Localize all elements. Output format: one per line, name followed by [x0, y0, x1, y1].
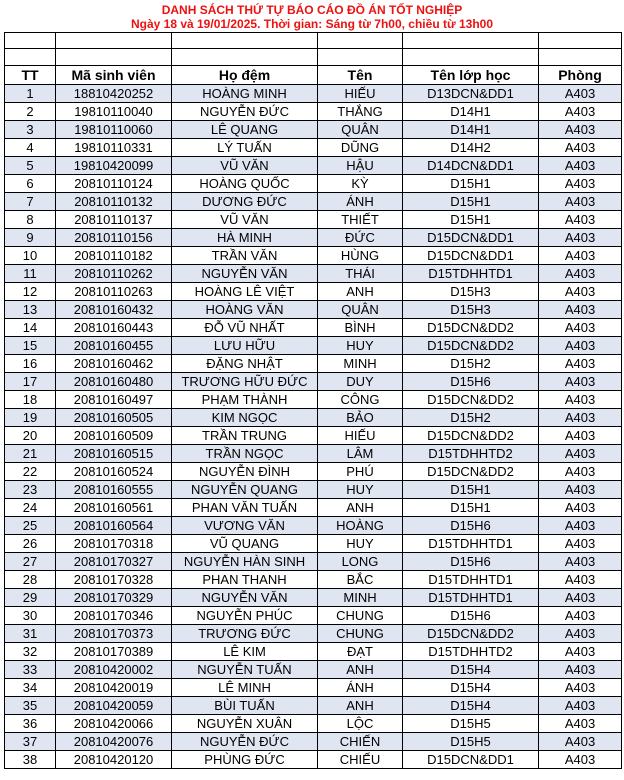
- cell-class: D15H2: [403, 355, 539, 373]
- cell-room: A403: [539, 733, 622, 751]
- cell-tt: 36: [5, 715, 56, 733]
- cell-student-id: 19810110060: [56, 121, 172, 139]
- table-row: [5, 679, 622, 697]
- cell-middle-name: NGUYỄN ĐỨC: [172, 103, 318, 121]
- table-row: [5, 355, 622, 373]
- cell-middle-name: LÝ TUẤN: [172, 139, 318, 157]
- cell-student-id: 20810110262: [56, 265, 172, 283]
- cell-tt: 29: [5, 589, 56, 607]
- cell-tt: 33: [5, 661, 56, 679]
- cell-student-id: 20810160505: [56, 409, 172, 427]
- cell-student-id: 20810110132: [56, 193, 172, 211]
- cell-room: A403: [539, 229, 622, 247]
- table-row: [5, 643, 622, 661]
- cell-tt: 17: [5, 373, 56, 391]
- table-body: [5, 85, 622, 769]
- cell-first-name: THẮNG: [318, 103, 403, 121]
- cell-first-name: ANH: [318, 499, 403, 517]
- cell-room: A403: [539, 355, 622, 373]
- cell-tt: 6: [5, 175, 56, 193]
- cell-room: A403: [539, 391, 622, 409]
- cell-middle-name: NGUYỄN PHÚC: [172, 607, 318, 625]
- cell-student-id: 20810170318: [56, 535, 172, 553]
- cell-tt: 3: [5, 121, 56, 139]
- cell-middle-name: PHÙNG ĐỨC: [172, 751, 318, 769]
- cell-middle-name: ĐẶNG NHẬT: [172, 355, 318, 373]
- cell-room: A403: [539, 409, 622, 427]
- cell-middle-name: NGUYỄN ĐÌNH: [172, 463, 318, 481]
- cell-student-id: 20810170328: [56, 571, 172, 589]
- cell-tt: 21: [5, 445, 56, 463]
- cell-tt: 4: [5, 139, 56, 157]
- column-header-room: Phòng: [539, 66, 622, 85]
- cell-middle-name: HOÀNG MINH: [172, 85, 318, 103]
- cell-room: A403: [539, 211, 622, 229]
- cell-student-id: 20810170327: [56, 553, 172, 571]
- cell-class: D14DCN&DD1: [403, 157, 539, 175]
- column-header-tt: TT: [5, 66, 56, 85]
- table-row: [5, 589, 622, 607]
- cell-room: A403: [539, 103, 622, 121]
- cell-room: A403: [539, 157, 622, 175]
- table-row: [5, 445, 622, 463]
- cell-middle-name: NGUYỄN ĐỨC: [172, 733, 318, 751]
- blank-row: [5, 49, 622, 66]
- cell-student-id: 20810420120: [56, 751, 172, 769]
- cell-class: D15H1: [403, 211, 539, 229]
- cell-tt: 14: [5, 319, 56, 337]
- table-row: [5, 535, 622, 553]
- schedule-subtitle: Ngày 18 và 19/01/2025. Thời gian: Sáng từ 7h00, chiều từ 13h00: [130, 17, 494, 31]
- cell-first-name: MINH: [318, 589, 403, 607]
- table-row: [5, 409, 622, 427]
- table-row: [5, 247, 622, 265]
- cell-room: A403: [539, 661, 622, 679]
- cell-room: A403: [539, 175, 622, 193]
- cell-class: D15TDHHTD1: [403, 265, 539, 283]
- cell-middle-name: DƯƠNG ĐỨC: [172, 193, 318, 211]
- cell-tt: 24: [5, 499, 56, 517]
- table-row: [5, 517, 622, 535]
- cell-first-name: DŨNG: [318, 139, 403, 157]
- cell-first-name: KỲ: [318, 175, 403, 193]
- table-row: [5, 463, 622, 481]
- table-row: [5, 193, 622, 211]
- cell-student-id: 20810170389: [56, 643, 172, 661]
- cell-tt: 30: [5, 607, 56, 625]
- table-row: [5, 661, 622, 679]
- cell-class: D15H6: [403, 553, 539, 571]
- cell-first-name: LÂM: [318, 445, 403, 463]
- table-row: [5, 121, 622, 139]
- cell-first-name: ANH: [318, 697, 403, 715]
- cell-middle-name: BÙI TUẤN: [172, 697, 318, 715]
- cell-tt: 16: [5, 355, 56, 373]
- table-row: [5, 265, 622, 283]
- cell-middle-name: NGUYỄN HÀN SINH: [172, 553, 318, 571]
- cell-student-id: 18810420252: [56, 85, 172, 103]
- cell-tt: 38: [5, 751, 56, 769]
- cell-middle-name: TRƯƠNG HỮU ĐỨC: [172, 373, 318, 391]
- cell-first-name: ĐẠT: [318, 643, 403, 661]
- cell-first-name: LỘC: [318, 715, 403, 733]
- cell-first-name: CHUNG: [318, 607, 403, 625]
- cell-middle-name: TRẦN VĂN: [172, 247, 318, 265]
- cell-first-name: ÁNH: [318, 193, 403, 211]
- cell-room: A403: [539, 445, 622, 463]
- cell-middle-name: LÊ KIM: [172, 643, 318, 661]
- cell-tt: 9: [5, 229, 56, 247]
- blank-row: [5, 33, 622, 49]
- cell-student-id: 19810110040: [56, 103, 172, 121]
- cell-tt: 23: [5, 481, 56, 499]
- cell-middle-name: NGUYỄN VĂN: [172, 589, 318, 607]
- cell-first-name: BẮC: [318, 571, 403, 589]
- cell-first-name: HIẾU: [318, 427, 403, 445]
- cell-tt: 19: [5, 409, 56, 427]
- cell-tt: 35: [5, 697, 56, 715]
- cell-tt: 28: [5, 571, 56, 589]
- cell-first-name: HOÀNG: [318, 517, 403, 535]
- cell-first-name: CHUNG: [318, 625, 403, 643]
- table-row: [5, 553, 622, 571]
- table-row: [5, 733, 622, 751]
- cell-class: D15H6: [403, 373, 539, 391]
- cell-middle-name: ĐỖ VŨ NHẤT: [172, 319, 318, 337]
- cell-tt: 27: [5, 553, 56, 571]
- table-row: [5, 391, 622, 409]
- cell-tt: 26: [5, 535, 56, 553]
- cell-first-name: THIẾT: [318, 211, 403, 229]
- cell-room: A403: [539, 193, 622, 211]
- cell-student-id: 20810110156: [56, 229, 172, 247]
- cell-tt: 22: [5, 463, 56, 481]
- cell-student-id: 20810160462: [56, 355, 172, 373]
- cell-first-name: BẢO: [318, 409, 403, 427]
- cell-student-id: 20810160443: [56, 319, 172, 337]
- cell-middle-name: TRẦN TRUNG: [172, 427, 318, 445]
- cell-class: D13DCN&DD1: [403, 85, 539, 103]
- cell-class: D15H3: [403, 301, 539, 319]
- cell-middle-name: NGUYỄN TUẤN: [172, 661, 318, 679]
- cell-first-name: QUÂN: [318, 121, 403, 139]
- cell-tt: 5: [5, 157, 56, 175]
- column-header-first-name: Tên: [318, 66, 403, 85]
- cell-middle-name: VŨ VĂN: [172, 211, 318, 229]
- cell-class: D15H1: [403, 499, 539, 517]
- cell-first-name: HUY: [318, 481, 403, 499]
- cell-first-name: CHIẾN: [318, 733, 403, 751]
- cell-room: A403: [539, 553, 622, 571]
- cell-tt: 25: [5, 517, 56, 535]
- cell-room: A403: [539, 535, 622, 553]
- cell-class: D15H2: [403, 409, 539, 427]
- cell-class: D15H4: [403, 697, 539, 715]
- cell-room: A403: [539, 463, 622, 481]
- cell-student-id: 20810170329: [56, 589, 172, 607]
- cell-class: D15H4: [403, 679, 539, 697]
- cell-student-id: 19810110331: [56, 139, 172, 157]
- cell-class: D15H5: [403, 715, 539, 733]
- page-title: DANH SÁCH THỨ TỰ BÁO CÁO ĐỒ ÁN TỐT NGHIỆP: [161, 3, 463, 17]
- cell-student-id: 20810420019: [56, 679, 172, 697]
- table-row: [5, 625, 622, 643]
- cell-first-name: ANH: [318, 661, 403, 679]
- cell-class: D15H4: [403, 661, 539, 679]
- cell-class: D15H1: [403, 481, 539, 499]
- cell-student-id: 20810160432: [56, 301, 172, 319]
- column-header-student-id: Mã sinh viên: [56, 66, 172, 85]
- cell-first-name: MINH: [318, 355, 403, 373]
- cell-room: A403: [539, 679, 622, 697]
- cell-student-id: 20810110263: [56, 283, 172, 301]
- cell-middle-name: HÀ MINH: [172, 229, 318, 247]
- table-row: [5, 607, 622, 625]
- cell-first-name: THÁI: [318, 265, 403, 283]
- cell-class: D15DCN&DD2: [403, 337, 539, 355]
- cell-student-id: 20810160561: [56, 499, 172, 517]
- cell-tt: 18: [5, 391, 56, 409]
- cell-first-name: ANH: [318, 283, 403, 301]
- cell-middle-name: PHAN THANH: [172, 571, 318, 589]
- cell-class: D15H1: [403, 193, 539, 211]
- cell-class: D15DCN&DD2: [403, 625, 539, 643]
- cell-room: A403: [539, 643, 622, 661]
- cell-student-id: 20810110124: [56, 175, 172, 193]
- cell-room: A403: [539, 607, 622, 625]
- cell-tt: 31: [5, 625, 56, 643]
- cell-middle-name: TRẦN NGỌC: [172, 445, 318, 463]
- cell-middle-name: HOÀNG LÊ VIỆT: [172, 283, 318, 301]
- cell-class: D15H3: [403, 283, 539, 301]
- cell-student-id: 20810160524: [56, 463, 172, 481]
- table-row: [5, 571, 622, 589]
- cell-tt: 32: [5, 643, 56, 661]
- table-row: [5, 229, 622, 247]
- cell-room: A403: [539, 715, 622, 733]
- cell-tt: 1: [5, 85, 56, 103]
- cell-student-id: 20810110182: [56, 247, 172, 265]
- cell-room: A403: [539, 121, 622, 139]
- cell-middle-name: PHAN VĂN TUẤN: [172, 499, 318, 517]
- cell-class: D15H6: [403, 607, 539, 625]
- cell-middle-name: TRƯƠNG ĐỨC: [172, 625, 318, 643]
- cell-class: D14H1: [403, 121, 539, 139]
- cell-class: D15H6: [403, 517, 539, 535]
- cell-student-id: 20810160564: [56, 517, 172, 535]
- cell-student-id: 19810420099: [56, 157, 172, 175]
- cell-middle-name: PHẠM THÀNH: [172, 391, 318, 409]
- table-row: [5, 499, 622, 517]
- cell-room: A403: [539, 373, 622, 391]
- cell-student-id: 20810110137: [56, 211, 172, 229]
- cell-first-name: CÔNG: [318, 391, 403, 409]
- table-row: [5, 319, 622, 337]
- cell-tt: 13: [5, 301, 56, 319]
- cell-class: D15TDHHTD1: [403, 589, 539, 607]
- column-header-middle-name: Họ đệm: [172, 66, 318, 85]
- cell-student-id: 20810170346: [56, 607, 172, 625]
- column-header-class: Tên lớp học: [403, 66, 539, 85]
- cell-middle-name: VŨ QUANG: [172, 535, 318, 553]
- cell-room: A403: [539, 499, 622, 517]
- table-row: [5, 301, 622, 319]
- cell-middle-name: KIM NGỌC: [172, 409, 318, 427]
- cell-room: A403: [539, 301, 622, 319]
- cell-middle-name: NGUYỄN VĂN: [172, 265, 318, 283]
- cell-first-name: HUY: [318, 535, 403, 553]
- cell-student-id: 20810160555: [56, 481, 172, 499]
- cell-room: A403: [539, 247, 622, 265]
- cell-room: A403: [539, 283, 622, 301]
- table-row: [5, 85, 622, 103]
- cell-class: D15DCN&DD1: [403, 247, 539, 265]
- cell-middle-name: HOÀNG QUỐC: [172, 175, 318, 193]
- cell-tt: 20: [5, 427, 56, 445]
- table-row: [5, 697, 622, 715]
- cell-first-name: HIẾU: [318, 85, 403, 103]
- cell-middle-name: HOÀNG VĂN: [172, 301, 318, 319]
- cell-first-name: PHÚ: [318, 463, 403, 481]
- cell-student-id: 20810170373: [56, 625, 172, 643]
- table-row: [5, 337, 622, 355]
- table-row: [5, 427, 622, 445]
- cell-room: A403: [539, 85, 622, 103]
- cell-class: D14H1: [403, 103, 539, 121]
- table-row: [5, 157, 622, 175]
- cell-middle-name: VƯƠNG VĂN: [172, 517, 318, 535]
- cell-class: D15DCN&DD2: [403, 391, 539, 409]
- cell-tt: 34: [5, 679, 56, 697]
- cell-student-id: 20810160509: [56, 427, 172, 445]
- cell-room: A403: [539, 751, 622, 769]
- table-row: [5, 481, 622, 499]
- header-row: [5, 66, 622, 85]
- table-row: [5, 715, 622, 733]
- cell-first-name: ÁNH: [318, 679, 403, 697]
- cell-tt: 7: [5, 193, 56, 211]
- cell-middle-name: LÊ MINH: [172, 679, 318, 697]
- cell-room: A403: [539, 427, 622, 445]
- cell-class: D15H5: [403, 733, 539, 751]
- cell-first-name: DUY: [318, 373, 403, 391]
- cell-student-id: 20810160455: [56, 337, 172, 355]
- cell-room: A403: [539, 589, 622, 607]
- cell-middle-name: LÊ QUANG: [172, 121, 318, 139]
- cell-class: D15DCN&DD2: [403, 463, 539, 481]
- cell-room: A403: [539, 517, 622, 535]
- cell-room: A403: [539, 481, 622, 499]
- cell-student-id: 20810160497: [56, 391, 172, 409]
- cell-first-name: HÙNG: [318, 247, 403, 265]
- cell-first-name: BÌNH: [318, 319, 403, 337]
- table-row: [5, 103, 622, 121]
- cell-middle-name: VŨ VĂN: [172, 157, 318, 175]
- cell-tt: 37: [5, 733, 56, 751]
- cell-first-name: CHIẾU: [318, 751, 403, 769]
- cell-room: A403: [539, 139, 622, 157]
- cell-student-id: 20810160480: [56, 373, 172, 391]
- cell-tt: 15: [5, 337, 56, 355]
- cell-room: A403: [539, 265, 622, 283]
- cell-first-name: HẬU: [318, 157, 403, 175]
- cell-middle-name: NGUYỄN QUANG: [172, 481, 318, 499]
- cell-first-name: HUY: [318, 337, 403, 355]
- cell-class: D15DCN&DD2: [403, 427, 539, 445]
- cell-class: D15TDHHTD1: [403, 571, 539, 589]
- cell-tt: 10: [5, 247, 56, 265]
- cell-room: A403: [539, 625, 622, 643]
- table-row: [5, 139, 622, 157]
- cell-class: D15DCN&DD1: [403, 229, 539, 247]
- table-row: [5, 373, 622, 391]
- cell-room: A403: [539, 337, 622, 355]
- cell-tt: 11: [5, 265, 56, 283]
- cell-tt: 12: [5, 283, 56, 301]
- cell-student-id: 20810420076: [56, 733, 172, 751]
- cell-student-id: 20810420059: [56, 697, 172, 715]
- cell-middle-name: NGUYỄN XUÂN: [172, 715, 318, 733]
- cell-class: D14H2: [403, 139, 539, 157]
- table-row: [5, 751, 622, 769]
- cell-tt: 8: [5, 211, 56, 229]
- student-table: [4, 32, 622, 769]
- cell-first-name: LONG: [318, 553, 403, 571]
- cell-class: D15TDHHTD2: [403, 643, 539, 661]
- cell-student-id: 20810160515: [56, 445, 172, 463]
- cell-middle-name: LƯU HỮU: [172, 337, 318, 355]
- cell-first-name: QUÂN: [318, 301, 403, 319]
- table-row: [5, 283, 622, 301]
- cell-class: D15DCN&DD1: [403, 751, 539, 769]
- cell-room: A403: [539, 697, 622, 715]
- table-row: [5, 175, 622, 193]
- cell-student-id: 20810420002: [56, 661, 172, 679]
- table-row: [5, 211, 622, 229]
- cell-class: D15H1: [403, 175, 539, 193]
- cell-tt: 2: [5, 103, 56, 121]
- cell-class: D15DCN&DD2: [403, 319, 539, 337]
- cell-student-id: 20810420066: [56, 715, 172, 733]
- cell-class: D15TDHHTD2: [403, 445, 539, 463]
- cell-class: D15TDHHTD1: [403, 535, 539, 553]
- cell-first-name: ĐỨC: [318, 229, 403, 247]
- cell-room: A403: [539, 571, 622, 589]
- cell-room: A403: [539, 319, 622, 337]
